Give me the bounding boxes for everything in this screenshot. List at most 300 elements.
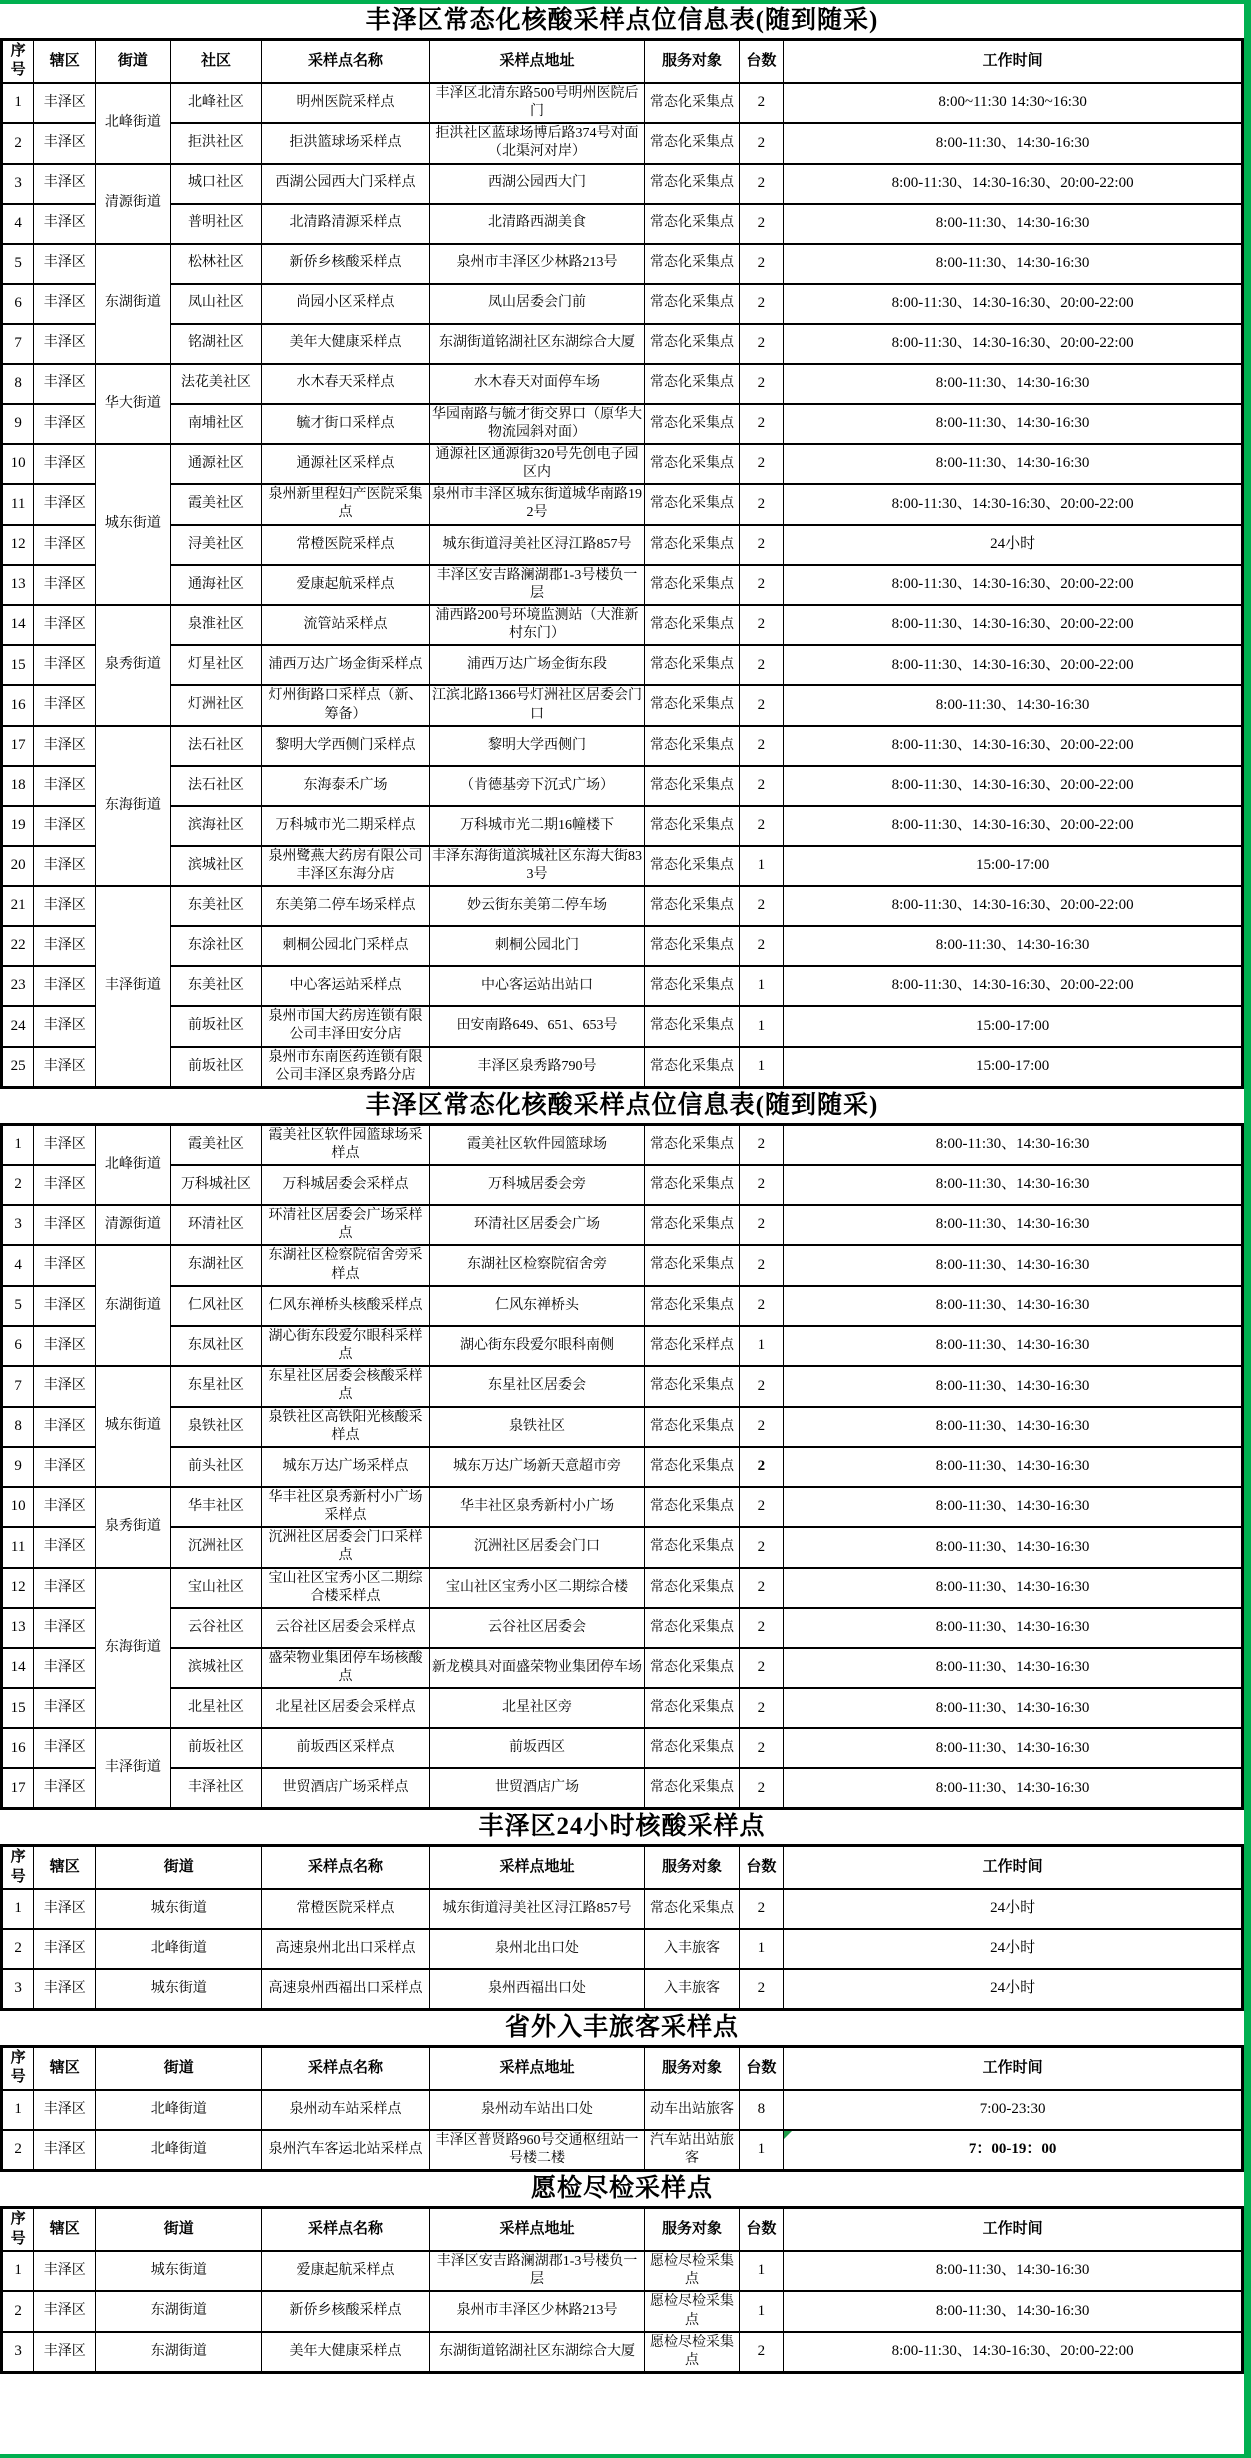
- cell-site-name: 泉州新里程妇产医院采集点: [262, 484, 429, 524]
- cell-unit-count: 2: [739, 1568, 784, 1608]
- cell-community: 灯洲社区: [170, 685, 262, 725]
- cell-district: 丰泽区: [34, 123, 96, 163]
- cell-district: 丰泽区: [34, 1889, 96, 1929]
- cell-row-number: 17: [2, 726, 34, 766]
- cell-service-target: 常态化采集点: [645, 244, 739, 284]
- cell-site-name: 美年大健康采样点: [262, 2332, 429, 2373]
- cell-unit-count: 2: [739, 1768, 784, 1809]
- cell-row-number: 22: [2, 926, 34, 966]
- cell-row-number: 6: [2, 284, 34, 324]
- cell-unit-count: 2: [739, 284, 784, 324]
- cell-site-address: 凤山居委会门前: [429, 284, 645, 324]
- table-row: [2, 1006, 1243, 1046]
- cell-site-address: 浦西路200号环境监测站（大淮新村东门）: [429, 605, 645, 645]
- cell-street: 北峰街道: [96, 1929, 262, 1969]
- cell-district: 丰泽区: [34, 766, 96, 806]
- cell-site-address: 黎明大学西侧门: [429, 726, 645, 766]
- cell-site-address: 泉州动车站出口处: [429, 2090, 645, 2130]
- table-row: [2, 1889, 1243, 1929]
- cell-site-address: 丰泽区普贤路960号交通枢纽站一号楼二楼: [429, 2130, 645, 2171]
- cell-district: 丰泽区: [34, 525, 96, 565]
- cell-service-target: 常态化采集点: [645, 1366, 739, 1406]
- table-row: [2, 886, 1243, 926]
- cell-site-address: 丰泽东海街道滨城社区东海大街833号: [429, 846, 645, 886]
- cell-community: 拒洪社区: [170, 123, 262, 163]
- cell-site-name: 世贸酒店广场采样点: [262, 1768, 429, 1809]
- cell-service-target: 常态化采集点: [645, 966, 739, 1006]
- cell-district: 丰泽区: [34, 2291, 96, 2331]
- cell-working-hours: 8:00-11:30、14:30-16:30: [784, 204, 1243, 244]
- cell-service-target: 常态化采集点: [645, 1688, 739, 1728]
- cell-site-name: 前坂西区采样点: [262, 1728, 429, 1768]
- cell-working-hours: 15:00-17:00: [784, 846, 1243, 886]
- cell-row-number: 18: [2, 766, 34, 806]
- cell-site-name: 刺桐公园北门采样点: [262, 926, 429, 966]
- table-title: 丰泽区常态化核酸采样点位信息表(随到随采): [0, 1089, 1244, 1123]
- table-row: [2, 846, 1243, 886]
- cell-service-target: 愿检尽检采集点: [645, 2251, 739, 2291]
- cell-unit-count: 2: [739, 1205, 784, 1245]
- cell-district: 丰泽区: [34, 1608, 96, 1648]
- cell-unit-count: 2: [739, 605, 784, 645]
- cell-district: 丰泽区: [34, 1205, 96, 1245]
- cell-community: 滨海社区: [170, 806, 262, 846]
- cell-unit-count: 2: [739, 1688, 784, 1728]
- cell-working-hours: 24小时: [784, 1889, 1243, 1929]
- cell-row-number: 4: [2, 204, 34, 244]
- column-header: 街道: [96, 39, 170, 83]
- cell-site-name: 东星社区居委会核酸采样点: [262, 1366, 429, 1406]
- cell-row-number: 1: [2, 83, 34, 123]
- table-row: [2, 726, 1243, 766]
- column-header: 工作时间: [784, 1846, 1243, 1890]
- cell-unit-count: 2: [739, 2332, 784, 2373]
- cell-district: 丰泽区: [34, 685, 96, 725]
- column-header: 序号: [2, 2046, 34, 2090]
- cell-district: 丰泽区: [34, 1366, 96, 1406]
- cell-site-name: 沉洲社区居委会门口采样点: [262, 1527, 429, 1567]
- cell-site-name: 黎明大学西侧门采样点: [262, 726, 429, 766]
- cell-working-hours: 24小时: [784, 1969, 1243, 2010]
- cell-unit-count: 1: [739, 2130, 784, 2171]
- cell-working-hours: 8:00-11:30、14:30-16:30: [784, 123, 1243, 163]
- cell-district: 丰泽区: [34, 484, 96, 524]
- cell-community: 前坂社区: [170, 1006, 262, 1046]
- cell-site-address: 丰泽区泉秀路790号: [429, 1047, 645, 1088]
- cell-street: 丰泽街道: [96, 886, 170, 1087]
- cell-working-hours: 8:00-11:30、14:30-16:30、20:00-22:00: [784, 645, 1243, 685]
- column-header: 采样点名称: [262, 39, 429, 83]
- table-row: [2, 966, 1243, 1006]
- cell-district: 丰泽区: [34, 1447, 96, 1487]
- cell-community: 东湖社区: [170, 1245, 262, 1285]
- cell-site-name: 泉州汽车客运北站采样点: [262, 2130, 429, 2171]
- cell-street: 东海街道: [96, 726, 170, 886]
- cell-service-target: 常态化采集点: [645, 886, 739, 926]
- cell-unit-count: 1: [739, 846, 784, 886]
- cell-site-address: 丰泽区安吉路澜湖郡1-3号楼负一层: [429, 2251, 645, 2291]
- cell-unit-count: 2: [739, 1608, 784, 1648]
- cell-community: 法石社区: [170, 726, 262, 766]
- cell-street: 清源街道: [96, 1205, 170, 1245]
- cell-row-number: 3: [2, 164, 34, 204]
- cell-community: 东凤社区: [170, 1326, 262, 1366]
- cell-community: 丰泽社区: [170, 1768, 262, 1809]
- cell-site-name: 东美第二停车场采样点: [262, 886, 429, 926]
- cell-community: 铭湖社区: [170, 324, 262, 364]
- table-row: [2, 1124, 1243, 1165]
- cell-site-address: 江滨北路1366号灯洲社区居委会门口: [429, 685, 645, 725]
- cell-service-target: 常态化采集点: [645, 164, 739, 204]
- cell-district: 丰泽区: [34, 164, 96, 204]
- cell-row-number: 11: [2, 1527, 34, 1567]
- cell-service-target: 常态化采集点: [645, 1245, 739, 1285]
- cell-district: 丰泽区: [34, 444, 96, 484]
- cell-district: 丰泽区: [34, 1487, 96, 1527]
- cell-service-target: 常态化采集点: [645, 926, 739, 966]
- table-row: [2, 1688, 1243, 1728]
- header-row: [2, 2208, 1243, 2252]
- cell-site-name: 泉州动车站采样点: [262, 2090, 429, 2130]
- cell-unit-count: 2: [739, 1366, 784, 1406]
- cell-community: 东美社区: [170, 886, 262, 926]
- cell-working-hours: 8:00-11:30、14:30-16:30: [784, 1648, 1243, 1688]
- table-row: [2, 2332, 1243, 2373]
- cell-unit-count: 2: [739, 1245, 784, 1285]
- cell-community: 北峰社区: [170, 83, 262, 123]
- cell-working-hours: 8:00-11:30、14:30-16:30、20:00-22:00: [784, 164, 1243, 204]
- cell-site-address: 东星社区居委会: [429, 1366, 645, 1406]
- table-title: 丰泽区常态化核酸采样点位信息表(随到随采): [0, 4, 1244, 38]
- table-row: [2, 484, 1243, 524]
- cell-community: 华丰社区: [170, 1487, 262, 1527]
- cell-site-address: 城东街道浔美社区浔江路857号: [429, 525, 645, 565]
- cell-row-number: 13: [2, 565, 34, 605]
- cell-unit-count: 2: [739, 83, 784, 123]
- cell-service-target: 常态化采集点: [645, 364, 739, 404]
- cell-site-name: 万科城居委会采样点: [262, 1165, 429, 1205]
- cell-unit-count: 2: [739, 525, 784, 565]
- cell-district: 丰泽区: [34, 324, 96, 364]
- cell-working-hours: 8:00-11:30、14:30-16:30: [784, 1326, 1243, 1366]
- cell-district: 丰泽区: [34, 204, 96, 244]
- cell-row-number: 5: [2, 244, 34, 284]
- cell-district: 丰泽区: [34, 83, 96, 123]
- table-row: [2, 1648, 1243, 1688]
- cell-row-number: 1: [2, 2251, 34, 2291]
- cell-row-number: 2: [2, 2130, 34, 2171]
- cell-community: 凤山社区: [170, 284, 262, 324]
- cell-site-name: 云谷社区居委会采样点: [262, 1608, 429, 1648]
- cell-site-name: 常橙医院采样点: [262, 525, 429, 565]
- cell-unit-count: 2: [739, 484, 784, 524]
- cell-community: 滨城社区: [170, 846, 262, 886]
- cell-working-hours: 8:00-11:30、14:30-16:30、20:00-22:00: [784, 324, 1243, 364]
- table-row: [2, 766, 1243, 806]
- table-row: [2, 605, 1243, 645]
- data-table: [0, 2206, 1244, 2374]
- cell-site-name: 灯州街路口采样点（新、筹备）: [262, 685, 429, 725]
- cell-working-hours: 24小时: [784, 525, 1243, 565]
- cell-service-target: 常态化采集点: [645, 1608, 739, 1648]
- cell-district: 丰泽区: [34, 1929, 96, 1969]
- table-title: 丰泽区24小时核酸采样点: [0, 1810, 1244, 1844]
- column-header: 辖区: [34, 39, 96, 83]
- cell-site-address: 云谷社区居委会: [429, 1608, 645, 1648]
- cell-street: 城东街道: [96, 1969, 262, 2010]
- cell-row-number: 2: [2, 2291, 34, 2331]
- cell-district: 丰泽区: [34, 1969, 96, 2010]
- cell-row-number: 1: [2, 1889, 34, 1929]
- cell-district: 丰泽区: [34, 1688, 96, 1728]
- cell-street: 城东街道: [96, 444, 170, 605]
- cell-community: 东星社区: [170, 1366, 262, 1406]
- cell-community: 法花美社区: [170, 364, 262, 404]
- data-table: [0, 2045, 1244, 2172]
- cell-service-target: 常态化采集点: [645, 123, 739, 163]
- cell-site-address: 泉州北出口处: [429, 1929, 645, 1969]
- cell-working-hours: 8:00-11:30、14:30-16:30: [784, 1205, 1243, 1245]
- cell-working-hours: 8:00-11:30、14:30-16:30: [784, 364, 1243, 404]
- cell-service-target: 愿检尽检采集点: [645, 2332, 739, 2373]
- cell-community: 城口社区: [170, 164, 262, 204]
- cell-district: 丰泽区: [34, 1047, 96, 1088]
- cell-working-hours: 8:00-11:30、14:30-16:30: [784, 1366, 1243, 1406]
- column-header: 工作时间: [784, 2208, 1243, 2252]
- cell-unit-count: 2: [739, 1487, 784, 1527]
- cell-site-name: 流管站采样点: [262, 605, 429, 645]
- cell-row-number: 1: [2, 2090, 34, 2130]
- cell-working-hours: 7:00-23:30: [784, 2090, 1243, 2130]
- table-row: [2, 685, 1243, 725]
- cell-site-address: 华园南路与毓才街交界口（原华大物流园斜对面）: [429, 404, 645, 444]
- cell-working-hours: 8:00-11:30、14:30-16:30: [784, 1608, 1243, 1648]
- cell-site-name: 北清路清源采样点: [262, 204, 429, 244]
- spreadsheet-document: [0, 4, 1244, 2454]
- cell-service-target: 常态化采样点: [645, 1326, 739, 1366]
- cell-row-number: 7: [2, 324, 34, 364]
- table-row: [2, 1205, 1243, 1245]
- table-row: [2, 2251, 1243, 2291]
- cell-row-number: 12: [2, 1568, 34, 1608]
- cell-street: 东湖街道: [96, 244, 170, 364]
- cell-community: 浔美社区: [170, 525, 262, 565]
- cell-unit-count: 2: [739, 926, 784, 966]
- cell-site-address: 浦西万达广场金街东段: [429, 645, 645, 685]
- cell-unit-count: 1: [739, 966, 784, 1006]
- cell-working-hours: 8:00-11:30、14:30-16:30: [784, 685, 1243, 725]
- column-header: 社区: [170, 39, 262, 83]
- cell-site-name: 通源社区采样点: [262, 444, 429, 484]
- cell-site-address: 霞美社区软件园篮球场: [429, 1124, 645, 1165]
- cell-service-target: 入丰旅客: [645, 1929, 739, 1969]
- cell-site-address: 丰泽区北清东路500号明州医院后门: [429, 83, 645, 123]
- cell-site-name: 拒洪篮球场采样点: [262, 123, 429, 163]
- cell-site-address: 刺桐公园北门: [429, 926, 645, 966]
- cell-site-address: 北星社区旁: [429, 1688, 645, 1728]
- cell-unit-count: 1: [739, 2291, 784, 2331]
- cell-row-number: 25: [2, 1047, 34, 1088]
- cell-district: 丰泽区: [34, 2332, 96, 2373]
- table-row: [2, 1366, 1243, 1406]
- cell-working-hours: 8:00-11:30、14:30-16:30: [784, 1527, 1243, 1567]
- table-row: [2, 284, 1243, 324]
- column-header: 采样点名称: [262, 2046, 429, 2090]
- cell-community: 霞美社区: [170, 1124, 262, 1165]
- column-header: 采样点地址: [429, 39, 645, 83]
- cell-working-hours: 8:00~11:30 14:30~16:30: [784, 83, 1243, 123]
- cell-working-hours: 8:00-11:30、14:30-16:30: [784, 1245, 1243, 1285]
- cell-row-number: 2: [2, 123, 34, 163]
- cell-unit-count: 1: [739, 1326, 784, 1366]
- table-row: [2, 2130, 1243, 2171]
- column-header: 辖区: [34, 2046, 96, 2090]
- cell-row-number: 2: [2, 1929, 34, 1969]
- cell-working-hours: 15:00-17:00: [784, 1006, 1243, 1046]
- cell-district: 丰泽区: [34, 404, 96, 444]
- cell-site-address: 万科城市光二期16幢楼下: [429, 806, 645, 846]
- cell-district: 丰泽区: [34, 1245, 96, 1285]
- cell-district: 丰泽区: [34, 966, 96, 1006]
- cell-site-name: 东湖社区检察院宿舍旁采样点: [262, 1245, 429, 1285]
- cell-site-name: 高速泉州北出口采样点: [262, 1929, 429, 1969]
- cell-service-target: 常态化采集点: [645, 204, 739, 244]
- cell-row-number: 4: [2, 1245, 34, 1285]
- cell-site-address: 仁风东禅桥头: [429, 1286, 645, 1326]
- cell-unit-count: 2: [739, 1124, 784, 1165]
- cell-street: 华大街道: [96, 364, 170, 444]
- cell-service-target: 常态化采集点: [645, 444, 739, 484]
- column-header: 服务对象: [645, 2046, 739, 2090]
- cell-unit-count: 2: [739, 1889, 784, 1929]
- cell-district: 丰泽区: [34, 726, 96, 766]
- column-header: 街道: [96, 2046, 262, 2090]
- cell-community: 通海社区: [170, 565, 262, 605]
- table-title: 省外入丰旅客采样点: [0, 2011, 1244, 2045]
- cell-district: 丰泽区: [34, 926, 96, 966]
- cell-working-hours: 8:00-11:30、14:30-16:30、20:00-22:00: [784, 766, 1243, 806]
- cell-site-address: 华丰社区泉秀新村小广场: [429, 1487, 645, 1527]
- cell-unit-count: 2: [739, 1165, 784, 1205]
- cell-site-name: 仁风东禅桥头核酸采样点: [262, 1286, 429, 1326]
- cell-row-number: 5: [2, 1286, 34, 1326]
- cell-row-number: 10: [2, 1487, 34, 1527]
- table-row: [2, 244, 1243, 284]
- cell-working-hours: 8:00-11:30、14:30-16:30、20:00-22:00: [784, 886, 1243, 926]
- column-header: 服务对象: [645, 2208, 739, 2252]
- column-header: 采样点名称: [262, 1846, 429, 1890]
- cell-working-hours: 24小时: [784, 1929, 1243, 1969]
- table-row: [2, 1527, 1243, 1567]
- column-header: 服务对象: [645, 1846, 739, 1890]
- cell-street: 北峰街道: [96, 83, 170, 164]
- cell-service-target: 常态化采集点: [645, 605, 739, 645]
- cell-row-number: 1: [2, 1124, 34, 1165]
- cell-unit-count: 2: [739, 1447, 784, 1487]
- cell-street: 东湖街道: [96, 1245, 170, 1366]
- cell-working-hours: 8:00-11:30、14:30-16:30: [784, 444, 1243, 484]
- cell-community: 灯星社区: [170, 645, 262, 685]
- cell-unit-count: 2: [739, 444, 784, 484]
- cell-row-number: 14: [2, 605, 34, 645]
- cell-site-address: 城东街道浔美社区浔江路857号: [429, 1889, 645, 1929]
- cell-street: 泉秀街道: [96, 1487, 170, 1568]
- column-header: 采样点地址: [429, 2046, 645, 2090]
- cell-site-name: 明州医院采样点: [262, 83, 429, 123]
- cell-site-address: 泉州市丰泽区城东街道城华南路192号: [429, 484, 645, 524]
- cell-street: 北峰街道: [96, 2130, 262, 2171]
- cell-district: 丰泽区: [34, 1165, 96, 1205]
- cell-unit-count: 2: [739, 645, 784, 685]
- cell-working-hours: 7：00-19：00: [784, 2130, 1243, 2171]
- cell-service-target: 常态化采集点: [645, 1205, 739, 1245]
- cell-service-target: 常态化采集点: [645, 726, 739, 766]
- cell-unit-count: 2: [739, 806, 784, 846]
- cell-row-number: 3: [2, 2332, 34, 2373]
- table-row: [2, 204, 1243, 244]
- cell-district: 丰泽区: [34, 645, 96, 685]
- data-table: [0, 38, 1244, 1089]
- cell-working-hours: 8:00-11:30、14:30-16:30: [784, 1768, 1243, 1809]
- cell-service-target: 常态化采集点: [645, 1889, 739, 1929]
- cell-street: 东湖街道: [96, 2332, 262, 2373]
- column-header: 街道: [96, 2208, 262, 2252]
- cell-district: 丰泽区: [34, 2090, 96, 2130]
- cell-row-number: 3: [2, 1969, 34, 2010]
- cell-district: 丰泽区: [34, 1326, 96, 1366]
- cell-site-name: 泉州鹭燕大药房有限公司丰泽区东海分店: [262, 846, 429, 886]
- cell-site-address: （肯德基旁下沉式广场）: [429, 766, 645, 806]
- cell-row-number: 24: [2, 1006, 34, 1046]
- cell-row-number: 16: [2, 685, 34, 725]
- table-row: [2, 1407, 1243, 1447]
- cell-service-target: 常态化采集点: [645, 1487, 739, 1527]
- cell-site-name: 新侨乡核酸采样点: [262, 244, 429, 284]
- table-row: [2, 83, 1243, 123]
- cell-row-number: 9: [2, 1447, 34, 1487]
- column-header: 序号: [2, 39, 34, 83]
- table-row: [2, 324, 1243, 364]
- table-row: [2, 1447, 1243, 1487]
- cell-unit-count: 2: [739, 1728, 784, 1768]
- cell-service-target: 常态化采集点: [645, 525, 739, 565]
- table-row: [2, 404, 1243, 444]
- data-table: [0, 1844, 1244, 2011]
- cell-district: 丰泽区: [34, 2251, 96, 2291]
- column-header: 采样点地址: [429, 1846, 645, 1890]
- cell-service-target: 常态化采集点: [645, 284, 739, 324]
- column-header: 街道: [96, 1846, 262, 1890]
- cell-working-hours: 8:00-11:30、14:30-16:30: [784, 1124, 1243, 1165]
- cell-service-target: 常态化采集点: [645, 766, 739, 806]
- table-row: [2, 1929, 1243, 1969]
- cell-site-name: 高速泉州西福出口采样点: [262, 1969, 429, 2010]
- cell-community: 南埔社区: [170, 404, 262, 444]
- cell-working-hours: 8:00-11:30、14:30-16:30: [784, 2251, 1243, 2291]
- table-row: [2, 1245, 1243, 1285]
- cell-working-hours: 8:00-11:30、14:30-16:30: [784, 1568, 1243, 1608]
- cell-working-hours: 8:00-11:30、14:30-16:30: [784, 1487, 1243, 1527]
- cell-site-address: 东湖街道铭湖社区东湖综合大厦: [429, 2332, 645, 2373]
- cell-site-address: 城东万达广场新天意超市旁: [429, 1447, 645, 1487]
- cell-community: 前坂社区: [170, 1728, 262, 1768]
- cell-district: 丰泽区: [34, 364, 96, 404]
- cell-service-target: 常态化采集点: [645, 83, 739, 123]
- cell-street: 清源街道: [96, 164, 170, 244]
- cell-service-target: 入丰旅客: [645, 1969, 739, 2010]
- table-row: [2, 164, 1243, 204]
- cell-site-name: 爱康起航采样点: [262, 2251, 429, 2291]
